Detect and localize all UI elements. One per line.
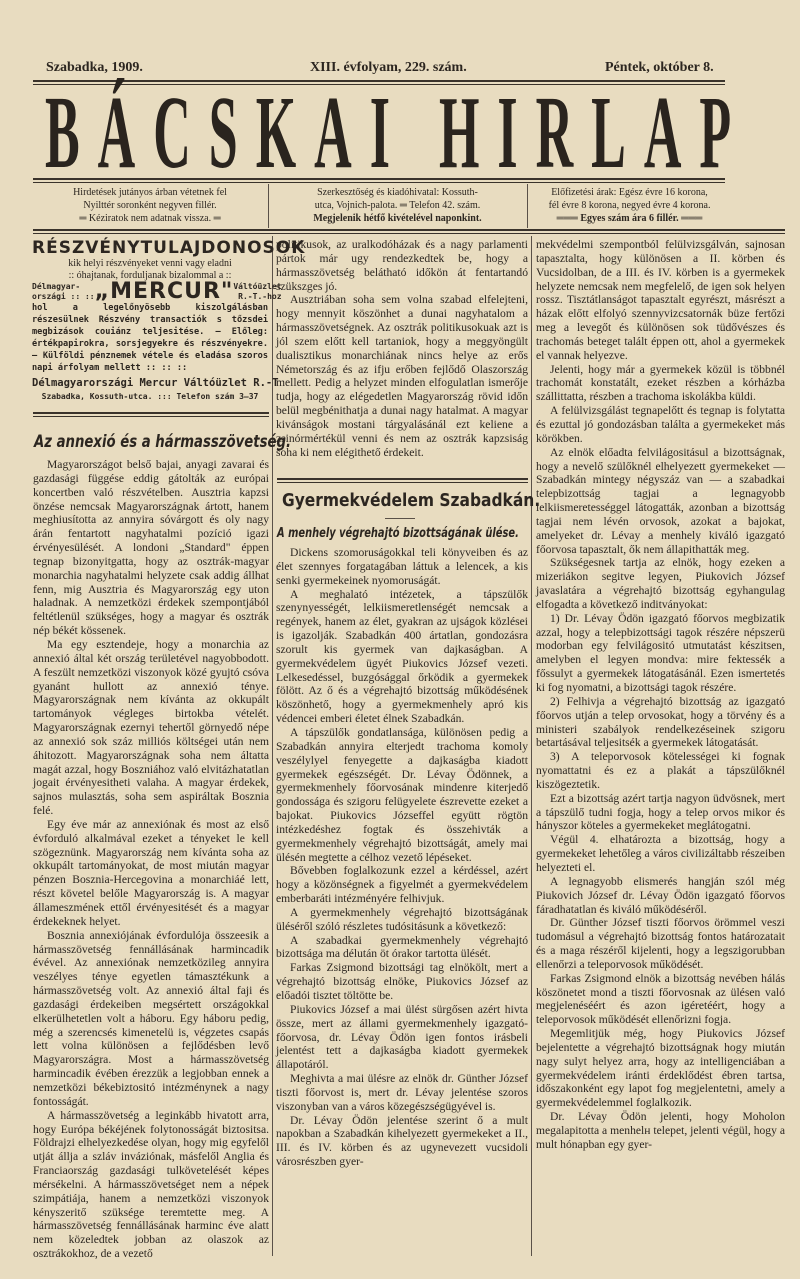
place-year: Szabadka, 1909. [46,60,143,75]
paragraph: Szükségesnek tartja az elnök, hogy ezeken a mizeriákon segitve legyen, Piukovich József javaslatára a végrehajtó bizottság egyhangulag elfogadta a következő inditványokat: [536,556,785,611]
paragraph: 3) A teleporvosok kötelességei ki fognak nyomattatni és ez a plakát a tápszülőknél kiszögeztetik. [536,750,785,791]
ad-heading: RÉSZVÉNYTULAJDONOSOK [32,238,306,258]
newspaper-title: BÁCSKAI HIRLAP [45,75,750,190]
ad-rule [33,412,269,417]
info-line: ═══ Egyes szám ára 6 fillér. ═══ [556,213,703,224]
divider [527,184,528,228]
paragraph: Piukovics József a mai ülést sürgősen azért hivta össze, mert az állami gyermekmenhely igazgató-főorvosa, dr. Lévay Ödön igen fontos irásbeli jelentést tett a dajkaságba kiadott gyermekek állapotáról. [276,1002,528,1072]
info-line: Megjelenik hétfő kivételével naponkint. [313,213,482,224]
ad-small-right: Váltóüzlet R.-T.-hoz [233,282,282,301]
info-line: Nyilttér soronként negyven fillér. [83,200,217,211]
paragraph: Megemlitjük még, hogy Piukovics József bejelentette a végrehajtó bizottságnak hogy miután nagy sulyt helyez arra, hogy az intelligenciában a gyermekvédelem iránti érdeklődést ébren tartsa, időszakonként egy lapot fog megjelentetni, amely a gyermekvédelemmel foglalkozik. [536,1027,785,1110]
paragraph: A meghalató intézetek, a tápszülők szenynyességét, lelkiismeretlenségét nemcsak a regények, hanem az élet, gyakran az ujságok közlései is igazolják. Szabadkán 400 ártatlan, gondozásra szorult kis gyermek van dajkaságban. A gyermekvédelem ügyét Piukovics József vezeti. Lelkesedéssel, buzgósággal őrködik a gyermekek fölött. Az ő és a végrehajtó bizottság működésének köszönhető, hogy a gyermekmenhely apró kis védencei emberi életet élnek Szabadkán. [276,587,528,726]
paragraph: A hármasszövetség a leginkább hivatott arra, hogy Európa békéjének folytonosságát biztositsa. Földrajzi elhelyezkedése olyan, hogy mig egyfelől utját állja a szláv inváziónak, másfelől Anglia és Franciaország gazdasági tulkövetelését képes mérsékelni. A hármasszövetséget nem a népek szimpátiája, hanem a nemzetközi viszonyok kényszeritő szüksége teremtette meg. A hármasszövetség fennállásának harminc éve alatt nem közeledtek jobban az olaszok az osztrákokhoz, de a vezető [33,1108,269,1261]
masthead-rule-bottom [33,178,725,183]
paragraph: Bővebben foglalkozunk ezzel a kérdéssel, azért hogy a közönségnek a figyelmét a gyermekvédelem emberbaráti intézményére felhivjuk. [276,864,528,906]
paragraph: Ma egy esztendeje, hogy a monarchia az annexió által két ország területével nagyobbodott. A feszült nemzetközi viszonyok közé gyujtó csóva gyanánt hullott az annexió ténye. Magyarországnak nem kívánta az okkupált tartományok végleges birtokba vételét. Magyarországnak ezernyi tehertől görnyedő népe az annexió sok száz milliós költségei után nem áhitozott. Magyarországnak soha nem áltatta magát azzal, hogy Boszniához való elvitázhatatlan jogait érvényesitheti valaha. A magyar érdekek, sajnos mulasztás, soha sem aspiráltak Bosznia felé. [33,637,269,818]
divider [268,184,269,228]
paragraph: A tápszülők gondatlansága, különösen pedig a Szabadkán annyira elterjedt trachoma komoly veszélylyel fenyegette a dajkaságba kiadott gyermekek egészségét. Dr. Lévay Ödönnek, a gyermekmenhely főorvosának mindenre kiterjedő gondossága és szigoru felügyelete észrevette ezeket a bajokat. Piukovics Józseffel együtt rögtön intézkedéshez fogtak és összehivták a gyermekmenhely végrehajtó bizottságát, amely mai ülésén megtette a célhoz vezető lépéseket. [276,725,528,864]
ad-body: hol a legelőnyösebb kiszolgálásban részesülnek Részvény transactiók s tőzsdei megbizások couiánz teljesitése. — Előleg: értékpapirokra, sorsjegyekre és részvényekre. — Külföldi pénznemek vétele és eladása szoros napi árfolyam mellett :: :: :: [32,303,268,373]
info-editorial [275,186,520,225]
paragraph: Az elnök előadta felvilágositásul a bizottságnak, hogy a nevelő szülőknél elhelyezett gyermekeket — Szabadkán mintegy négyszáz van — a szabadkai telepbizottság tagjai a legnagyobb lelkiismeretességgel látogatták, azonban a bizottság tagjai nem lévén orvosok, azokat a bajokat, amelyeket dr. Lévay a menhely kiváló igazgató főorvosa tapasztalt, ők nem állapithatták meg. [536,445,785,556]
paragraph: Ezt a bizottság azért tartja nagyon üdvösnek, mert a tápszülő tudni fogja, hogy a telep orvos mikor és hányszor köteles a gyermekeket meglátogatni. [536,791,785,833]
paragraph: Dr. Günther József tiszti főorvos örömmel veszi tudomásul a végrehajtó bizottság fontos határozatait és a maga részéről kijelenti, hogy a legszigorubban ellenőrzi a teleporvosok működését. [536,916,785,971]
paragraph: Dr. Lévay Ödön jelenti, hogy Moholon megalapitotta a menhelн telepet, jelenti végül, hogy a mult hónapban egy gyer- [536,1110,785,1151]
ad-company: Délmagyarországi Mercur Váltóüzlet R.-T [32,377,279,389]
paragraph: 2) Felhivja a végrehajtó bizottság az igazgató főorvos utján a telep orvosokat, hogy a törvény és a ministeri szabályok rendelkezéseinek szigoru betartásával teljesitsék a gyermekek látogatását. [536,694,785,750]
ad-small-left: Délmagyar- országi :: :: [32,282,95,301]
article-title-gyermekvedelem: Gyermekvédelem Szabadkán. [282,490,541,511]
ad-address: Szabadka, Kossuth-utca. ::: Telefon szám 3—37 [41,392,259,401]
article-gyermekvedelem-body [276,546,528,1169]
ad-line: :: óhajtanak, forduljanak bizalommal a :: [68,270,232,281]
paragraph: Magyarországot belső bajai, anyagi zavarai és gazdasági függése eddig gátolták az európai koncertben való részvételben. Ausztria kapzsi önzése nemcsak Magyarországnak ártott, hanem meghiusította az annyira sóvárgott és oly nagy árán fentartott nagyhatalmi pozíció igazi érvényesülését. A londoni „Standard" éppen tegnap bizonyitgatta, hogy az osztrák-magyar monarchia nagyhatalmi helyzete csak addig állhat fenn, mig Ausztria és Magyarország egy uton haladnak. A nemzetközi érdekek szempontjából feltétlenül szükséges, hogy a magyar és osztrák nép békét kössenek. [33,458,269,638]
paragraph: Végül 4. elhatározta a bizottság, hogy a gyermekeket lehetőleg a város civilizáltabb részeiben helyezteti el. [536,833,785,874]
info-line: Hirdetések jutányos árban vétetnek fel [73,187,227,198]
article-annexio-continuation [276,238,528,460]
paragraph: Ausztriában soha sem volna szabad elfelejteni, hogy mennyit köszönhet a dunai nagyhatalom a hármasszövetségnek. Az osztrák politikusokuak azt is jól szem előtt kell tartaniok, hogy a meggyöngült dualisztikus monarchiának nincs helye az erős Németország és az ifju erőben fejlődő Olaszország mellett. Pedig a helyzet minden elfogulatlan ismerője tudja, hogy az elégedetlen Magyarország rövid időn belül megbénithatja a dunai nagy hatalmat. A magyar kivánságok mostani tárgyalásánál ezt keliene a zsinórmértékül venni és nem az osztrák kapzsiság soha ki nem elégithető érdekeit. [276,293,528,459]
paragraph: A szabadkai gyermekmenhely végrehajtó bizottsága ma délután öt órakor tartotta ülését. [276,933,528,961]
paragraph: A legnagyobb elismerés hangján szól még Piukovich József dr. Lévay Ödön igazgató főorvos fáradhatatlan és kiváló működéséről. [536,874,785,916]
paragraph: Dr. Lévay Ödön jelentése szerint ő a mult napokban a Szabadkán kihelyezett gyermekeket a II., III. és IV. körben és az ugynevezett vucsidoli városrészben gyer- [276,1113,528,1169]
paragraph: Bosznia annexiójának évfordulója összeesik a hármasszövetség fennállásának harmincadik évével. Az annexiónak nemzetközileg annyira veszélyes ténye egyetlen támasztékunk a hármasszövetség volt. Az annexió által faji és gazdasági érdekeiben megsértett országokkal elkerülhetetlen volt a háboru. Egy háboru pedig, még a szerencsés kimenetelü is, végzetes csapás lett volna különösen a fejlődésben levő Magyarországra. Most a hármasszövetség harmincadik évében érezzük a legjobban ennek a nemzetközi békebiztositó intézménynek a nagy fontosságát. [33,928,269,1108]
mercur-advertisement [32,238,306,401]
ad-brand: „MERCUR" [94,279,234,304]
column-divider [272,236,273,1256]
paragraph: A gyermekmenhely végrehajtó bizottságának üléséről szóló részletes tudósitásunk a következő: [276,905,528,933]
paragraph: Egy éve már az annexiónak és most az első évforduló alkalmával ezeket a tényeket le kell szögeznünk. Magyarország nem kívánta soha az okkupált tartományokat, de most miután magyar pénzen Bosznia-Hercegovina a monarchiáé lett, részt követel belőle Magyarország is. A magyar állameszmének ettől érvényesitését és a magyar érdekeknek helyet. [33,817,269,928]
info-line: fél évre 8 korona, negyed évre 4 korona. [548,200,711,211]
header-rule [33,229,785,234]
info-line: Előfizetési árak: Egész évre 16 korona, [551,187,708,198]
info-subscription [532,186,727,225]
title-dash [385,518,415,519]
article-title-annexio: Az annexió és a hármasszövetség. [34,432,292,452]
ad-line: kik helyi részvényeket venni vagy eladni [68,258,232,269]
paragraph: A felülvizsgálást tegnapelőtt és tegnap is folytatta és ezuttal jó gondozásban találta a gyermekeket más körökben. [536,404,785,445]
article-rule [277,478,528,483]
info-line: Szerkesztőség és kiadóhivatal: Kossuth- [317,187,478,198]
column-divider [531,236,532,1256]
paragraph: politikusok, az uralkodóházak és a nagy parlamenti pártok már ugy rendezkedtek be, hogy a hármasszövetség belátható időkön át fentartandó szükszges jó. [276,238,528,293]
article-gyermekvedelem-continuation [536,238,785,1152]
article-annexio-body [33,458,269,1261]
paragraph: Meghivta a mai ülésre az elnök dr. Günther József tiszti főorvost is, mert dr. Lévay jelentése szoros viszonyban van a város közegészségügyével is. [276,1072,528,1113]
paragraph: Jelenti, hogy már a gyermekek közül is többnél trachomát konstatált, ezeket részben a kórházba szállittatta, részben a trachoma iskolákba küldi. [536,362,785,404]
info-advertising [40,186,260,225]
ad-brand-row [32,279,282,304]
paragraph: 1) Dr. Lévay Ödön igazgató főorvos megbizatik azzal, hogy a telepbizottsági tagok részére népszerü modorban egy felvilágositó utmutatást készitsen, amelyben el legyen mondva: mire fektessék a főssulyt a gyermekek látogatásánál. Ezen ismertetés ki fog nyomatni, a bizottsági tagok részére. [536,611,785,694]
issue-date: Péntek, október 8. [605,60,714,75]
article-subtitle: A menhely végrehajtó bizottságának ülése. [277,526,519,541]
volume-number: XIII. évfolyam, 229. szám. [310,60,467,75]
info-line: ═ Kéziratok nem adatnak vissza. ═ [79,213,221,224]
paragraph: Farkas Zsigmond bizottsági tag elnökölt, mert a végrehajtó bizottság elnöke, Piukovics József az előadói tisztet töltötte be. [276,961,528,1002]
paragraph: Dickens szomoruságokkal teli könyveiben és az élet szennyes forgatagában láttuk a lelencek, a kis senki gyermekeinek nyomoruságát. [276,546,528,587]
paragraph: Farkas Zsigmond elnök a bizottság nevében hálás köszönetet mond a tiszti főorvosnak az ülésen való megjelenéséért és azon igéretéért, hogy a teleporvosok működését ellenőrizni fogja. [536,971,785,1027]
info-line: utca, Vojnich-palota. ═ Telefon 42. szám. [314,200,481,211]
paragraph: mekvédelmi szempontból felülvizsgálván, sajnosan tapasztalta, hogy különösen a II. körben és Vucsidolban, de a III. és IV. körben is a gyermekek helyzete nemcsak nem megfelelő, de igen sok helyen rossz. Tisztátlanságot tapasztalt egyrészt, másrészt a házak előtt elfolyó szennyvizcsatornák büze fertőzi meg a levegőt és különösen sok tüdővészes és trachomás beteget talált éppen ott, ahol a gyermekek el vannak helyezve. [536,238,785,362]
